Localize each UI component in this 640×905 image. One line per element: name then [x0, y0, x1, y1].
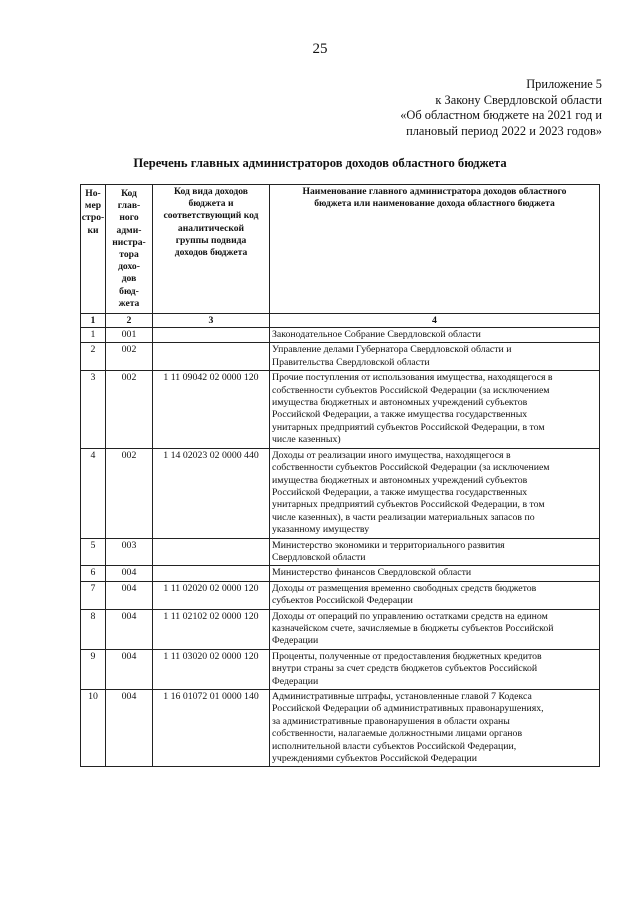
- header-text: Код глав- ного адми- нистра- тора дохо- дов бюд- жета: [112, 188, 146, 309]
- name-cell: Министерство финансов Свердловской области: [270, 566, 600, 581]
- income-code-cell: [153, 538, 270, 566]
- name-cell: Проценты, полученные от предоставления бюджетных кредитов внутри страны за счет средств бюджетов субъектов Российской Федерации: [270, 649, 600, 689]
- row-number-cell: 4: [81, 448, 106, 538]
- document-title: Перечень главных администраторов доходов областного бюджета: [133, 156, 507, 170]
- table-row: [81, 448, 600, 538]
- row-number-cell: 3: [81, 371, 106, 448]
- admin-code-cell: 004: [106, 690, 153, 767]
- table-row: [81, 609, 600, 649]
- table-header-row: [81, 185, 600, 314]
- column-number: 1: [81, 314, 106, 328]
- income-code-cell: [153, 566, 270, 581]
- row-number-cell: 1: [81, 328, 106, 343]
- appendix-line: «Об областном бюджете на 2021 год и: [400, 108, 602, 122]
- column-number: 2: [106, 314, 153, 328]
- column-number: 4: [270, 314, 600, 328]
- table-row: [81, 328, 600, 343]
- table-column-numbers-row: [81, 314, 600, 328]
- admin-code-cell: 004: [106, 566, 153, 581]
- header-admin-code: [106, 185, 153, 314]
- appendix-line: Приложение 5: [526, 77, 602, 91]
- name-cell: Доходы от размещения временно свободных средств бюджетов субъектов Российской Федерации: [270, 581, 600, 609]
- income-code-cell: 1 14 02023 02 0000 440: [153, 448, 270, 538]
- row-number-cell: 5: [81, 538, 106, 566]
- table-row: [81, 371, 600, 448]
- row-number-cell: 2: [81, 343, 106, 371]
- row-number-cell: 7: [81, 581, 106, 609]
- appendix-line: плановый период 2022 и 2023 годов»: [406, 123, 602, 138]
- table-row: [81, 343, 600, 371]
- appendix-line: к Закону Свердловской области: [435, 92, 602, 107]
- header-row-number: [81, 185, 106, 314]
- name-cell: Доходы от операций по управлению остатками средств на едином казначейском счете, зачисляемые в бюджеты субъектов Российской Федерации: [270, 609, 600, 649]
- header-text: Код вида доходов бюджета и соответствующий код аналитической группы подвида доходов бюджета: [163, 186, 259, 259]
- table-row: [81, 649, 600, 689]
- table-row: [81, 690, 600, 767]
- header-text: Но- мер стро- ки: [81, 188, 105, 236]
- header-income-code: [153, 185, 270, 314]
- header-name: [270, 185, 600, 314]
- name-cell: Прочие поступления от использования имущества, находящегося в собственности субъектов Российской Федерации (за исключением имущества бюджетных и автономных учреждений субъектов Российской Федерации, а также имущества государственных унитарных предприятий субъектов Российской Федерации, в том числе казенных): [270, 371, 600, 448]
- row-number-cell: 9: [81, 649, 106, 689]
- administrators-table: [80, 184, 600, 767]
- row-number-cell: 10: [81, 690, 106, 767]
- name-cell: Министерство экономики и территориального развития Свердловской области: [270, 538, 600, 566]
- admin-code-cell: 003: [106, 538, 153, 566]
- column-number: 3: [153, 314, 270, 328]
- income-code-cell: [153, 343, 270, 371]
- name-cell: Доходы от реализации иного имущества, находящегося в собственности субъектов Российской Федерации (за исключением имущества бюджетных и автономных учреждений субъектов Российской Федерации, а также имущества государственных унитарных предприятий субъектов Российской Федерации, в том числе казенных), в части реализации материальных запасов по указанному имуществу: [270, 448, 600, 538]
- table-row: [81, 581, 600, 609]
- name-cell: Административные штрафы, установленные главой 7 Кодекса Российской Федерации об административных правонарушениях, за административные правонарушения в области охраны собственности, налагаемые должностными лицами органов исполнительной власти субъектов Российской Федерации, учреждениями субъектов Российской Федерации: [270, 690, 600, 767]
- table-row: [81, 566, 600, 581]
- income-code-cell: 1 11 09042 02 0000 120: [153, 371, 270, 448]
- admin-code-cell: 002: [106, 343, 153, 371]
- row-number-cell: 6: [81, 566, 106, 581]
- admin-code-cell: 002: [106, 448, 153, 538]
- income-code-cell: 1 16 01072 01 0000 140: [153, 690, 270, 767]
- appendix-header: [400, 77, 602, 139]
- row-number-cell: 8: [81, 609, 106, 649]
- admin-code-cell: 004: [106, 581, 153, 609]
- name-cell: Управление делами Губернатора Свердловской области и Правительства Свердловской области: [270, 343, 600, 371]
- admin-code-cell: 004: [106, 609, 153, 649]
- income-code-cell: 1 11 03020 02 0000 120: [153, 649, 270, 689]
- income-code-cell: [153, 328, 270, 343]
- income-code-cell: 1 11 02102 02 0000 120: [153, 609, 270, 649]
- table-row: [81, 538, 600, 566]
- page-number: 25: [312, 41, 328, 57]
- header-text: Наименование главного администратора доходов областного бюджета или наименование дохода областного бюджета: [302, 186, 567, 210]
- name-cell: Законодательное Собрание Свердловской области: [270, 328, 600, 343]
- admin-code-cell: 004: [106, 649, 153, 689]
- admin-code-cell: 001: [106, 328, 153, 343]
- income-code-cell: 1 11 02020 02 0000 120: [153, 581, 270, 609]
- admin-code-cell: 002: [106, 371, 153, 448]
